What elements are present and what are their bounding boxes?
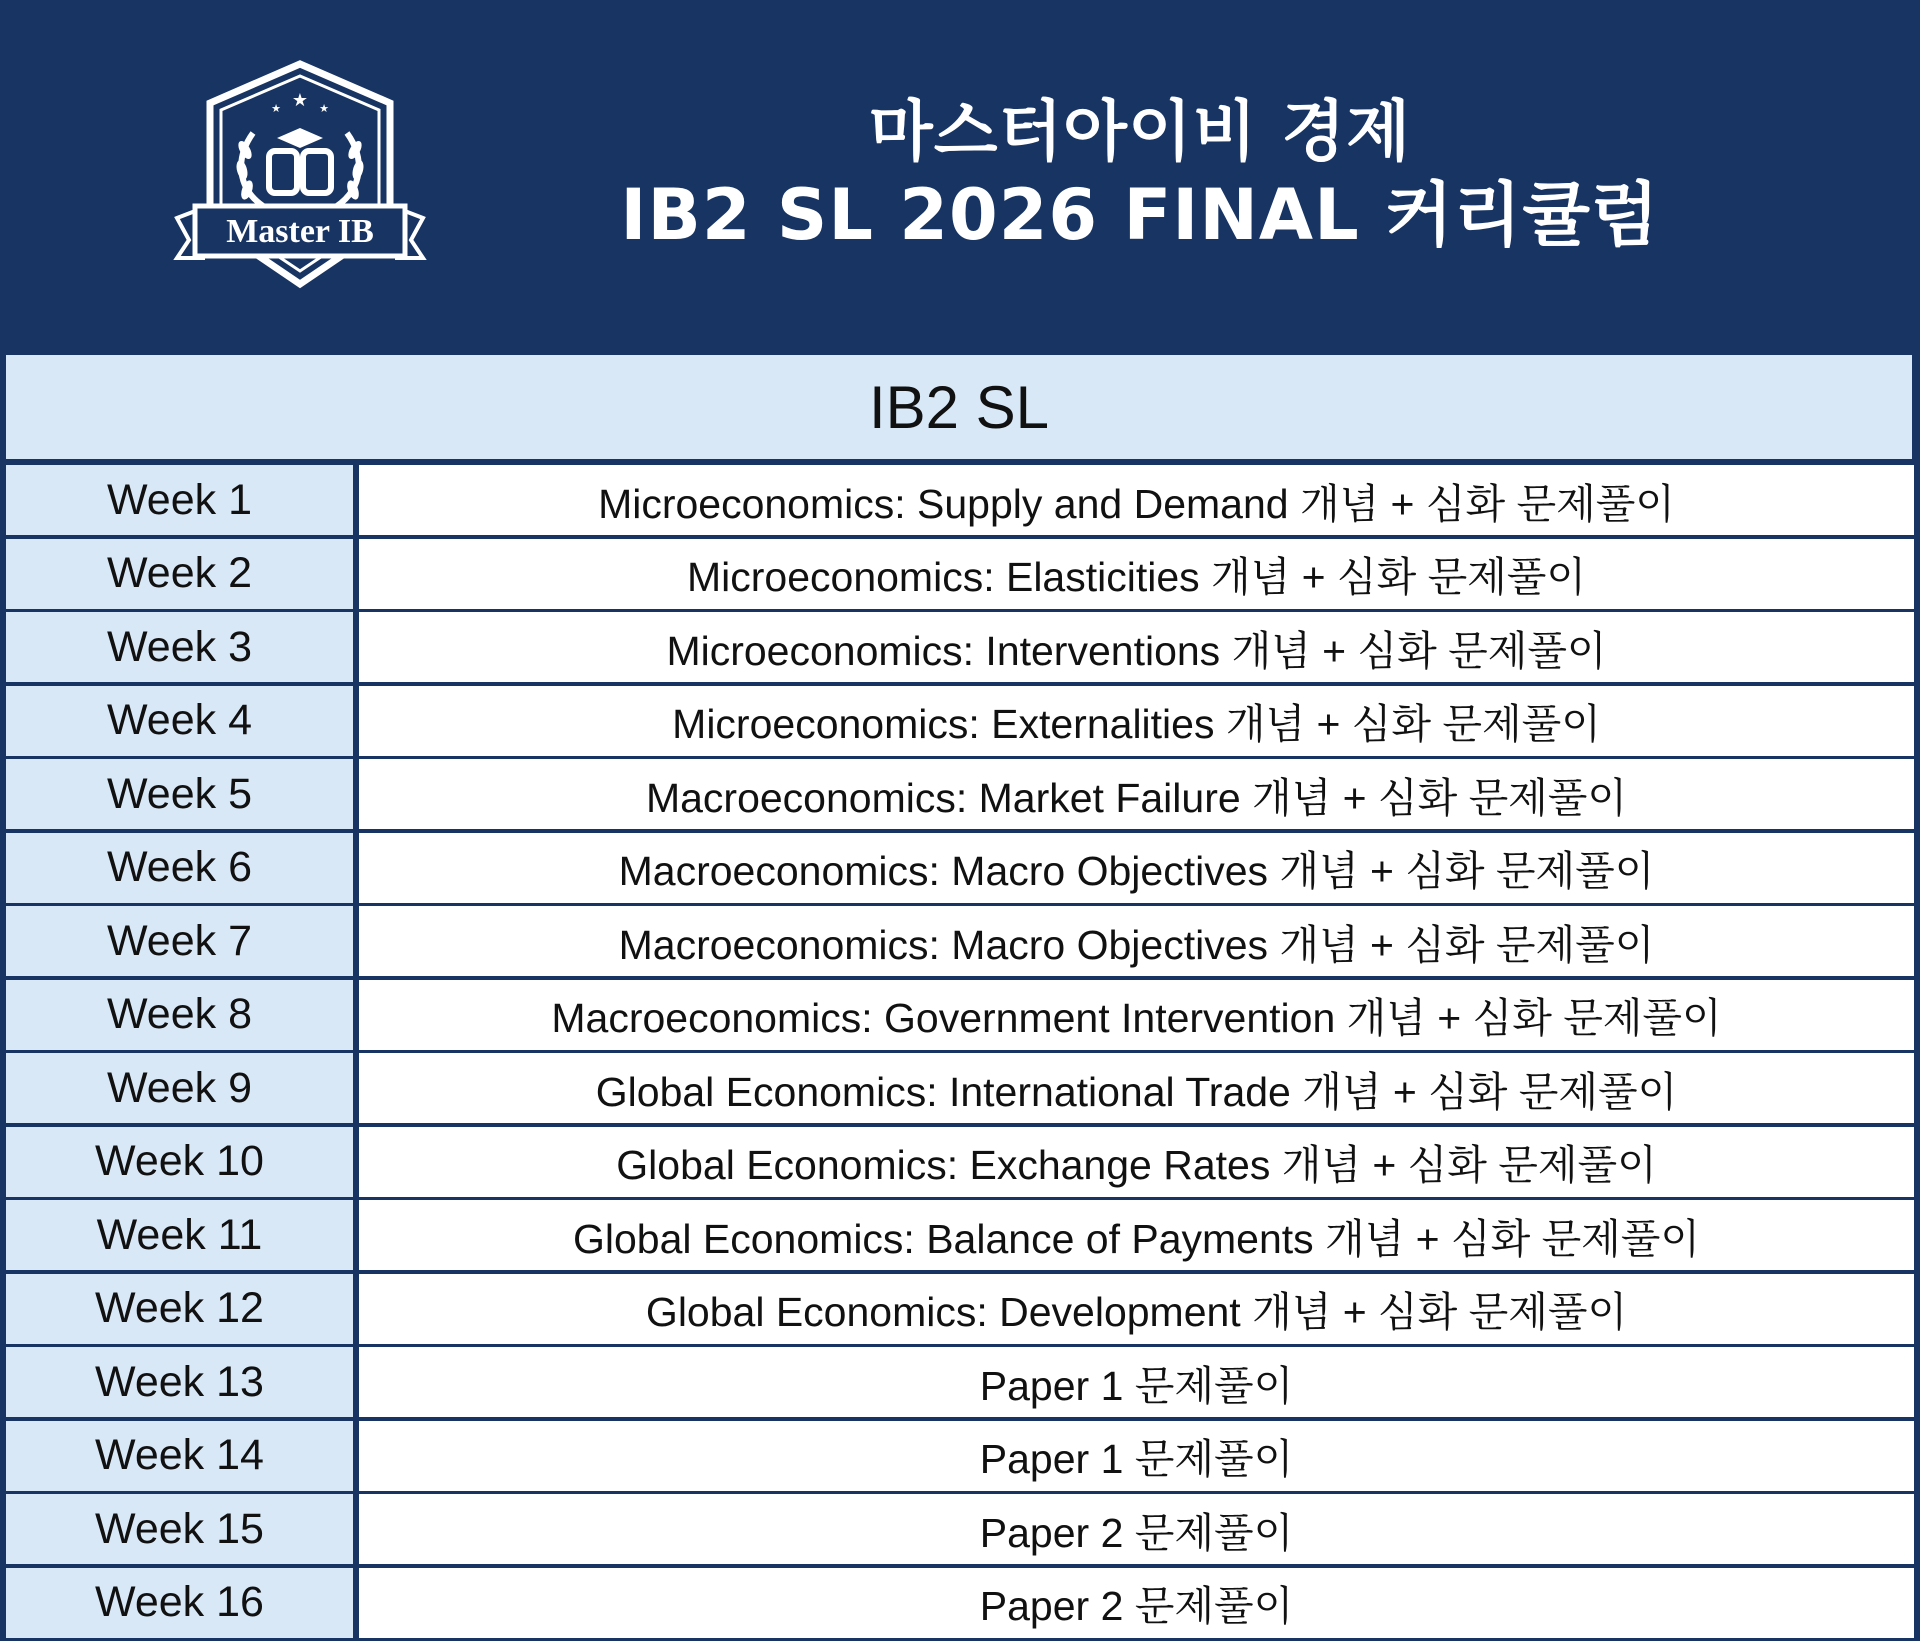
week-cell: Week 6 (6, 833, 353, 903)
page-title (560, 92, 1720, 258)
table-row (6, 906, 1914, 976)
topic-cell: Paper 2 문제풀이 (359, 1568, 1914, 1638)
svg-text:★: ★ (291, 90, 309, 111)
week-cell: Week 11 (6, 1200, 353, 1270)
topic-cell: Global Economics: Balance of Payments 개념 + 심화 문제풀이 (359, 1200, 1914, 1270)
header-banner (0, 0, 1920, 355)
topic-cell: Paper 1 문제풀이 (359, 1421, 1914, 1491)
topic-cell: Macroeconomics: Macro Objectives 개념 + 심화 문제풀이 (359, 906, 1914, 976)
table-row (6, 1053, 1914, 1123)
topic-cell: Global Economics: Development 개념 + 심화 문제풀이 (359, 1274, 1914, 1344)
week-cell: Week 9 (6, 1053, 353, 1123)
topic-cell: Global Economics: Exchange Rates 개념 + 심화 문제풀이 (359, 1127, 1914, 1197)
table-row (6, 612, 1914, 682)
table-row (6, 759, 1914, 829)
table-row (6, 1347, 1914, 1417)
svg-text:Master IB: Master IB (226, 213, 374, 250)
table-row (6, 980, 1914, 1050)
title-line-1: 마스터아이비 경제 (868, 93, 1412, 170)
table-row (6, 1274, 1914, 1344)
topic-cell: Microeconomics: Interventions 개념 + 심화 문제풀이 (359, 612, 1914, 682)
week-cell: Week 12 (6, 1274, 353, 1344)
week-cell: Week 1 (6, 465, 353, 535)
master-ib-logo (165, 58, 435, 293)
week-cell: Week 2 (6, 539, 353, 609)
topic-cell: Paper 2 문제풀이 (359, 1494, 1914, 1564)
week-cell: Week 7 (6, 906, 353, 976)
topic-cell: Macroeconomics: Macro Objectives 개념 + 심화 문제풀이 (359, 833, 1914, 903)
table-row (6, 1421, 1914, 1491)
table-row (6, 1568, 1914, 1638)
table-row (6, 1127, 1914, 1197)
table-row (6, 465, 1914, 535)
week-cell: Week 8 (6, 980, 353, 1050)
week-cell: Week 16 (6, 1568, 353, 1638)
week-cell: Week 13 (6, 1347, 353, 1417)
topic-cell: Macroeconomics: Government Intervention 개념 + 심화 문제풀이 (359, 980, 1914, 1050)
week-cell: Week 4 (6, 686, 353, 756)
week-cell: Week 3 (6, 612, 353, 682)
title-line-2: IB2 SL 2026 FINAL 커리큘럼 (620, 174, 1660, 256)
table-section-title: IB2 SL (6, 355, 1912, 459)
week-cell: Week 10 (6, 1127, 353, 1197)
topic-cell: Global Economics: International Trade 개념 + 심화 문제풀이 (359, 1053, 1914, 1123)
week-cell: Week 15 (6, 1494, 353, 1564)
curriculum-table (6, 355, 1914, 1635)
week-cell: Week 5 (6, 759, 353, 829)
topic-cell: Paper 1 문제풀이 (359, 1347, 1914, 1417)
table-row (6, 1494, 1914, 1564)
svg-text:★: ★ (271, 102, 281, 115)
topic-cell: Microeconomics: Elasticities 개념 + 심화 문제풀이 (359, 539, 1914, 609)
topic-cell: Microeconomics: Externalities 개념 + 심화 문제풀이 (359, 686, 1914, 756)
week-cell: Week 14 (6, 1421, 353, 1491)
topic-cell: Microeconomics: Supply and Demand 개념 + 심화 문제풀이 (359, 465, 1914, 535)
table-row (6, 833, 1914, 903)
table-row (6, 1200, 1914, 1270)
table-row (6, 539, 1914, 609)
table-row (6, 686, 1914, 756)
svg-text:★: ★ (319, 102, 329, 115)
topic-cell: Macroeconomics: Market Failure 개념 + 심화 문제풀이 (359, 759, 1914, 829)
